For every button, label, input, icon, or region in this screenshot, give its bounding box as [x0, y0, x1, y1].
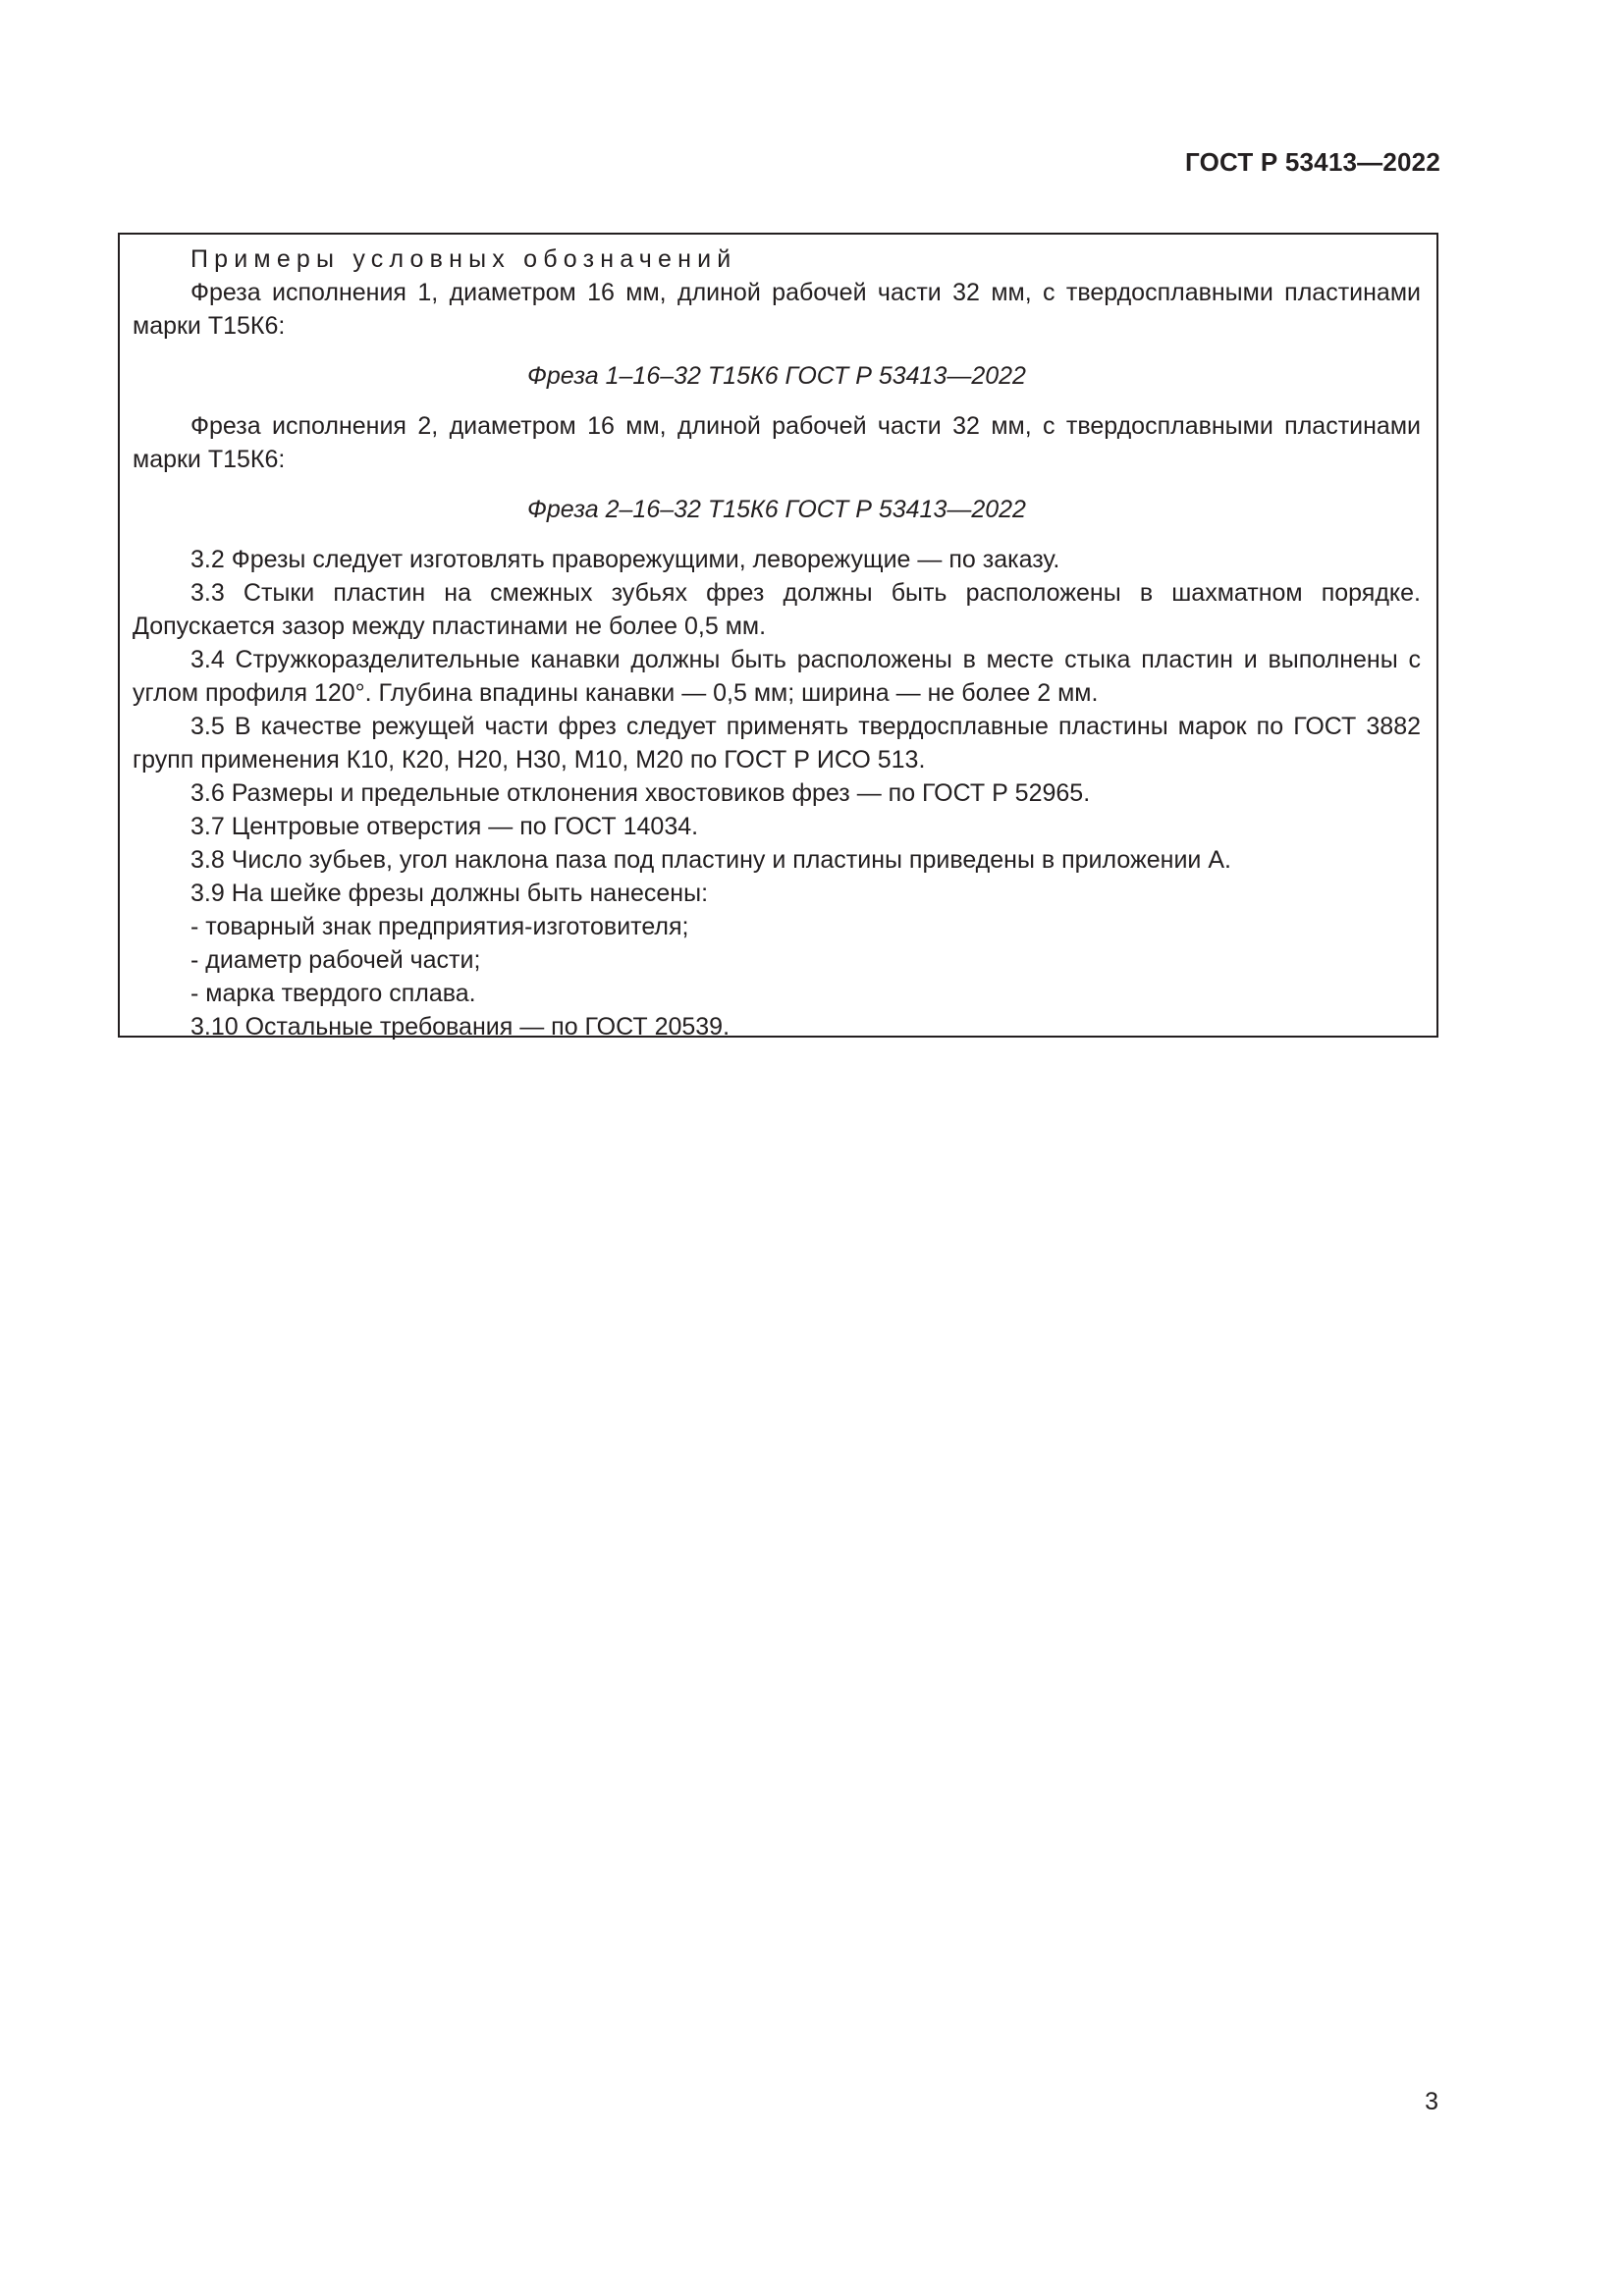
- clause-3-7: 3.7 Центровые отверстия — по ГОСТ 14034.: [190, 813, 699, 840]
- example-1-designation: Фреза 1–16–32 Т15К6 ГОСТ Р 53413—2022: [527, 362, 1026, 390]
- clause-3-8: 3.8 Число зубьев, угол наклона паза под пластину и пластины приведены в приложении А.: [190, 846, 1231, 874]
- clause-3-9: 3.9 На шейке фрезы должны быть нанесены:: [190, 880, 709, 907]
- clause-3-4: 3.4 Стружкоразделительные канавки должны быть расположены в месте стыка пластин и выполнены с углом профиля 120°. Глубина впадины канавки — 0,5 мм; ширина — не более 2 мм.: [133, 646, 1421, 707]
- clause-3-6: 3.6 Размеры и предельные отклонения хвостовиков фрез — по ГОСТ Р 52965.: [190, 779, 1091, 807]
- clause-3-5: 3.5 В качестве режущей части фрез следует применять твердосплавные пластины марок по ГОСТ 3882 групп применения К10, К20, Н20, Н30, М10, М20 по ГОСТ Р ИСО 513.: [133, 713, 1421, 774]
- requirements-frame: [118, 233, 1438, 1041]
- example-2-text: Фреза исполнения 2, диаметром 16 мм, длиной рабочей части 32 мм, с твердосплавными пластинами марки Т15К6:: [133, 412, 1421, 473]
- marking-item-alloy-grade: - марка твердого сплава.: [190, 980, 476, 1007]
- examples-heading: Примеры условных обозначений: [190, 245, 737, 273]
- page-number: 3: [1425, 2088, 1438, 2115]
- example-2-designation: Фреза 2–16–32 Т15К6 ГОСТ Р 53413—2022: [527, 496, 1026, 523]
- clause-3-10: 3.10 Остальные требования — по ГОСТ 20539.: [190, 1013, 731, 1041]
- clause-3-3: 3.3 Стыки пластин на смежных зубьях фрез должны быть расположены в шахматном порядке. Допускается зазор между пластинами не более 0,5 мм.: [133, 579, 1421, 640]
- example-1-text: Фреза исполнения 1, диаметром 16 мм, длиной рабочей части 32 мм, с твердосплавными пластинами марки Т15К6:: [133, 279, 1421, 340]
- clause-3-2: 3.2 Фрезы следует изготовлять праворежущими, леворежущие — по заказу.: [190, 546, 1060, 573]
- document-code-header: ГОСТ Р 53413—2022: [1185, 147, 1440, 177]
- marking-item-diameter: - диаметр рабочей части;: [190, 946, 481, 974]
- marking-item-trademark: - товарный знак предприятия-изготовителя;: [190, 913, 689, 940]
